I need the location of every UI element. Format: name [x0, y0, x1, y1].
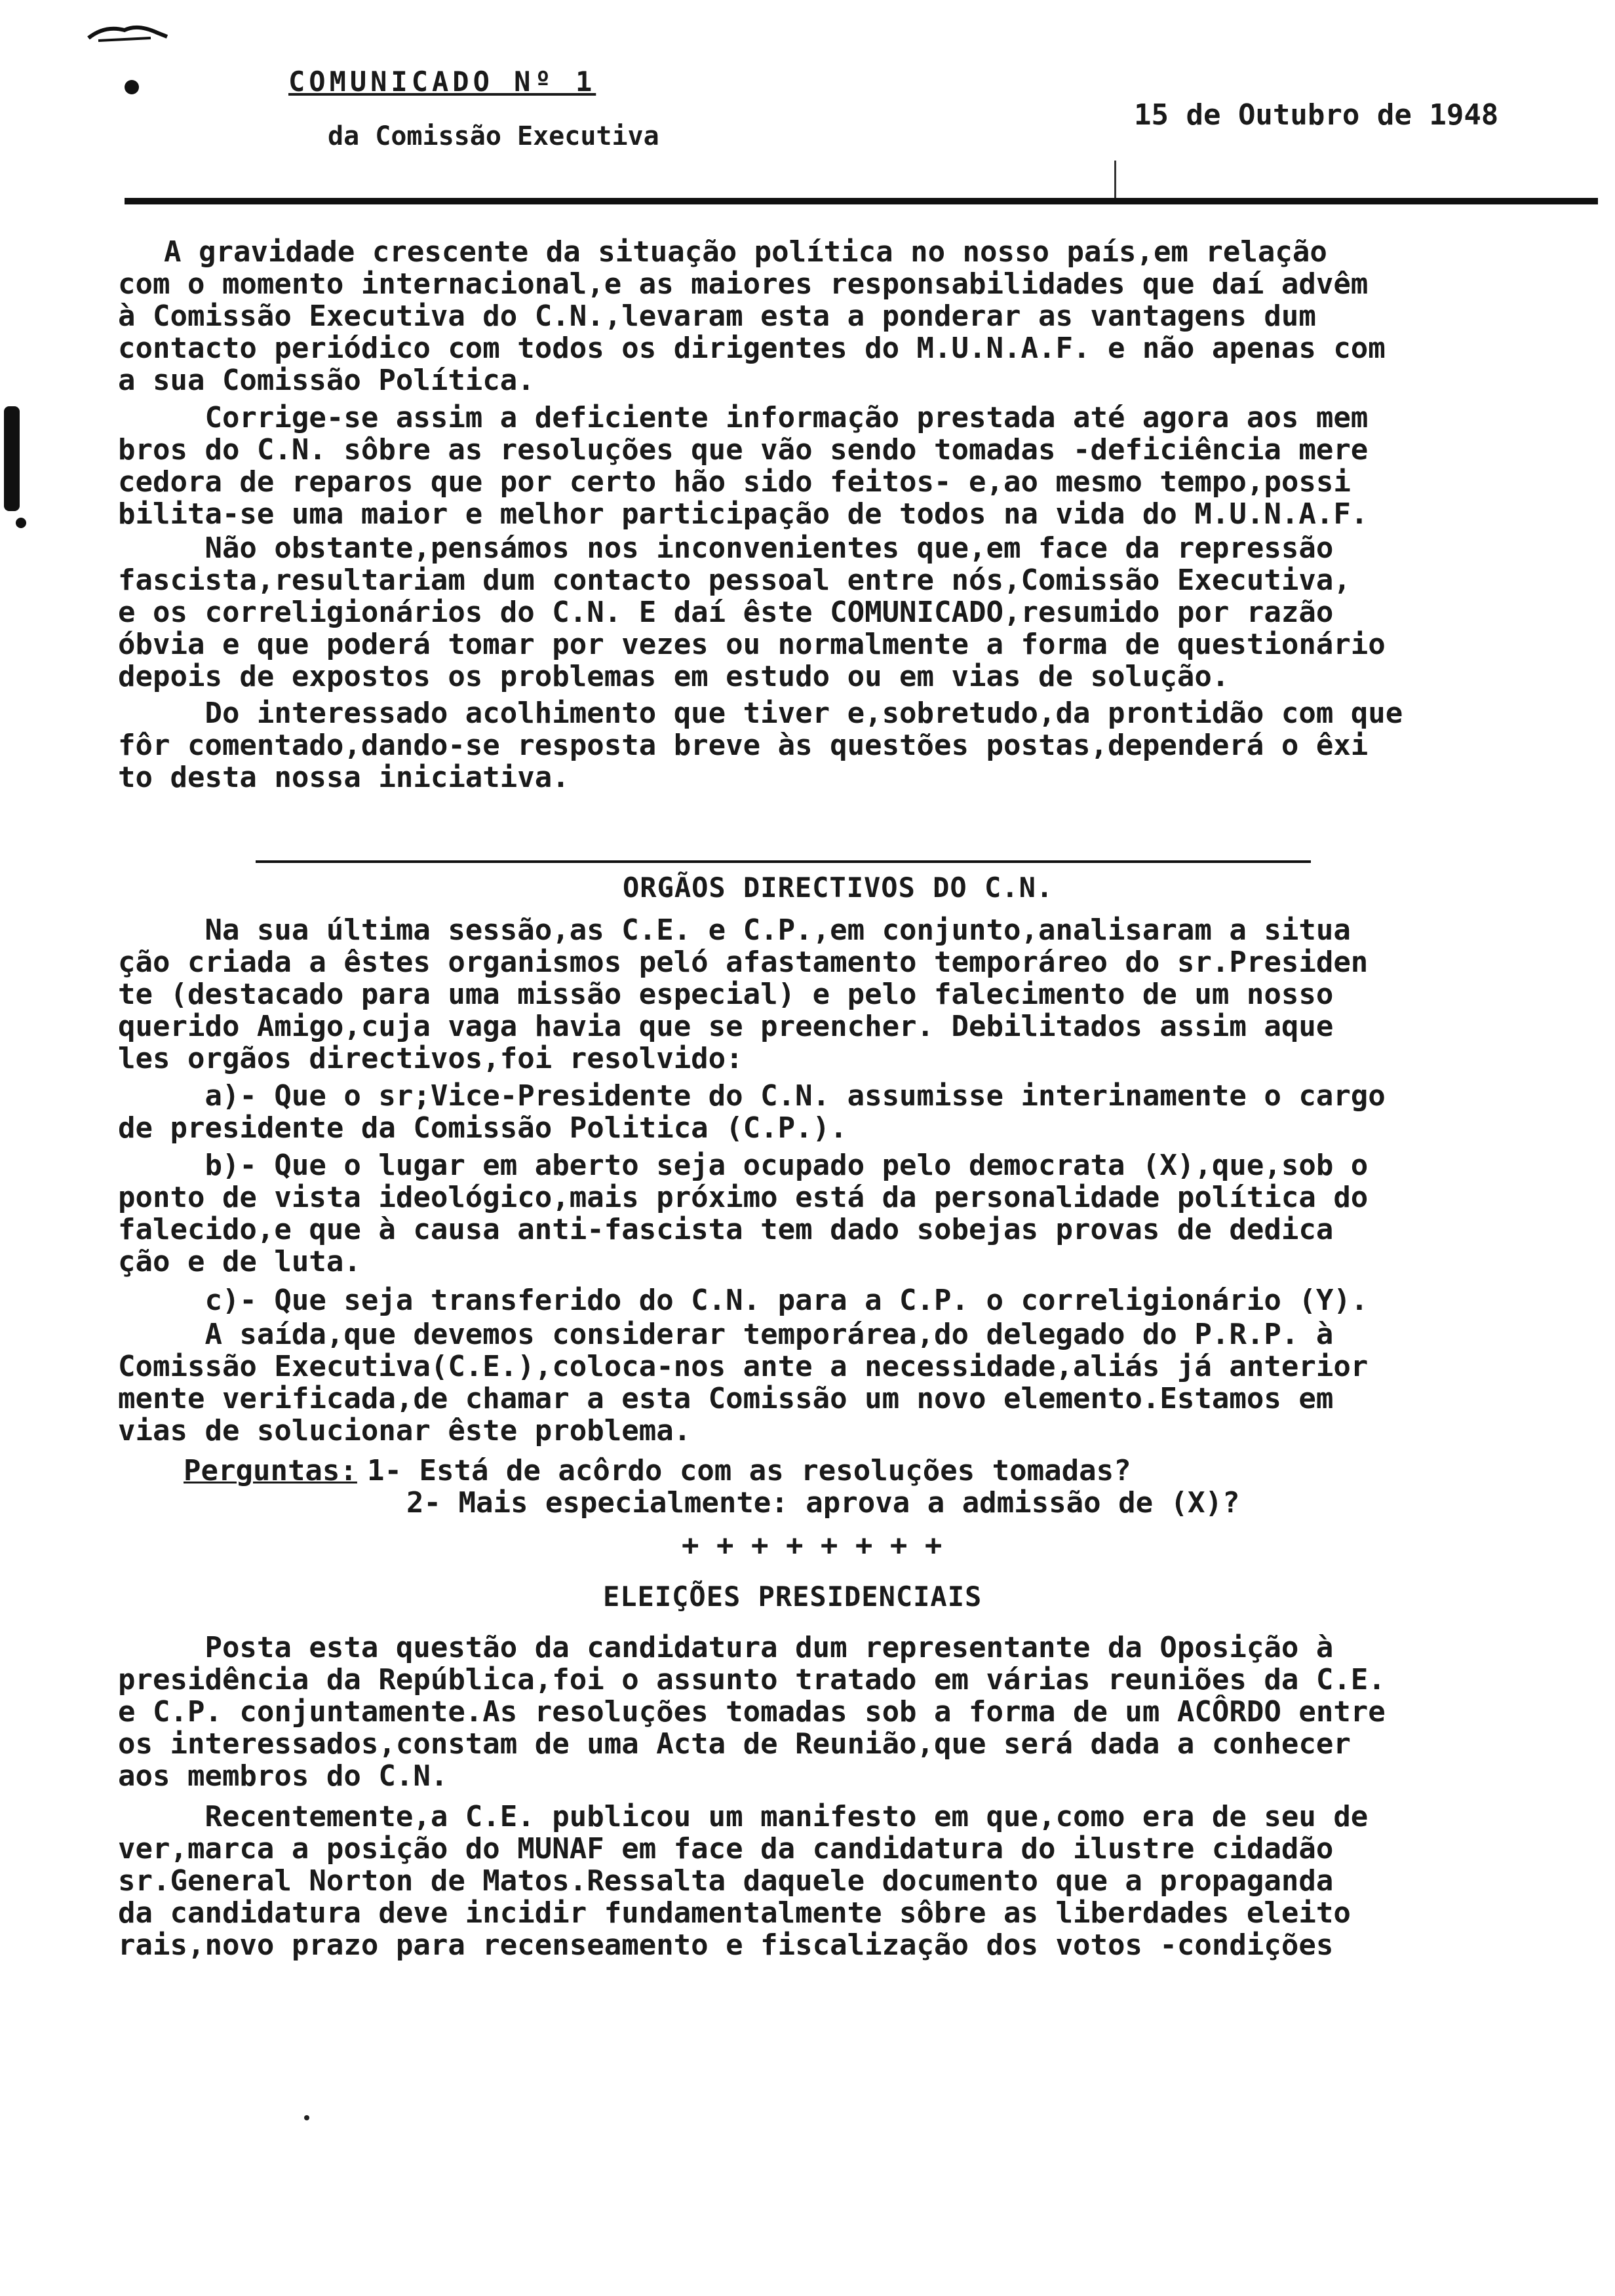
orgaos-line: ponto de vista ideológico,mais próximo está da personalidade política do	[118, 1181, 1369, 1214]
eleicoes-line: Recentemente,a C.E. publicou um manifesto em que,como era de seu de	[118, 1800, 1369, 1833]
question-2: 2- Mais especialmente: aprova a admissão de (X)?	[406, 1486, 1240, 1520]
intro-line: fôr comentado,dando-se resposta breve às questões postas,dependerá o êxi	[118, 729, 1369, 762]
header-rule	[125, 198, 1598, 204]
intro-line: Do interessado acolhimento que tiver e,sobretudo,da prontidão com que	[118, 697, 1403, 730]
eleicoes-line: ver,marca a posição do MUNAF em face da candidatura do ilustre cidadão	[118, 1832, 1334, 1866]
eleicoes-line: presidência da República,foi o assunto tratado em várias reuniões da C.E.	[118, 1663, 1386, 1696]
orgaos-line: ção e de luta.	[118, 1245, 361, 1278]
intro-line: a sua Comissão Política.	[118, 364, 535, 397]
margin-dot	[16, 518, 26, 528]
scribble-mark	[85, 18, 170, 45]
section-separator: + + + + + + + +	[682, 1529, 943, 1562]
margin-mark	[4, 406, 20, 511]
orgaos-line: A saída,que devemos considerar temporárea,do delegado do P.R.P. à	[118, 1318, 1334, 1351]
intro-line: contacto periódico com todos os dirigentes do M.U.N.A.F. e não apenas com	[118, 332, 1386, 365]
orgaos-line: querido Amigo,cuja vaga havia que se preencher. Debilitados assim aque	[118, 1010, 1334, 1043]
bullet-mark	[125, 80, 139, 94]
intro-line: e os correligionários do C.N. E daí êste COMUNICADO,resumido por razão	[118, 596, 1334, 629]
orgaos-line: ção criada a êstes organismos peló afastamento temporáreo do sr.Presiden	[118, 946, 1369, 979]
orgaos-line: falecido,e que à causa anti-fascista tem dado sobejas provas de dedica	[118, 1213, 1334, 1246]
intro-line: depois de expostos os problemas em estudo ou em vias de solução.	[118, 660, 1230, 693]
orgaos-line: b)- Que o lugar em aberto seja ocupado pelo democrata (X),que,sob o	[118, 1149, 1369, 1182]
question-1: 1- Está de acôrdo com as resoluções tomadas?	[367, 1454, 1131, 1487]
intro-line: Não obstante,pensámos nos inconvenientes que,em face da repressão	[118, 531, 1334, 565]
orgaos-line: c)- Que seja transferido do C.N. para a C.P. o correligionário (Y).	[118, 1284, 1369, 1317]
intro-line: óbvia e que poderá tomar por vezes ou normalmente a forma de questionário	[118, 628, 1386, 661]
intro-line: A gravidade crescente da situação política no nosso país,em relação	[164, 235, 1327, 269]
orgaos-line: mente verificada,de chamar a esta Comissão um novo elemento.Estamos em	[118, 1382, 1334, 1415]
orgaos-line: a)- Que o sr;Vice-Presidente do C.N. assumisse interinamente o cargo	[118, 1079, 1386, 1113]
document-subtitle: da Comissão Executiva	[328, 121, 659, 151]
section-heading-orgaos: ORGÃOS DIRECTIVOS DO C.N.	[623, 871, 1054, 904]
eleicoes-line: rais,novo prazo para recenseamento e fiscalização dos votos -condições	[118, 1928, 1334, 1962]
intro-line: à Comissão Executiva do C.N.,levaram esta a ponderar as vantagens dum	[118, 299, 1316, 333]
stray-dot	[304, 2115, 309, 2120]
orgaos-line: vias de solucionar êste problema.	[118, 1414, 691, 1447]
intro-line: Corrige-se assim a deficiente informação prestada até agora aos mem	[118, 401, 1369, 434]
intro-line: to desta nossa iniciativa.	[118, 761, 570, 794]
intro-line: bros do C.N. sôbre as resoluções que vão sendo tomadas -deficiência mere	[118, 433, 1369, 467]
document-date: 15 de Outubro de 1948	[1134, 98, 1499, 132]
intro-line: bilita-se uma maior e melhor participação de todos na vida do M.U.N.A.F.	[118, 497, 1369, 531]
orgaos-line: te (destacado para uma missão especial) e pelo falecimento de um nosso	[118, 978, 1334, 1011]
document-title: COMUNICADO Nº 1	[288, 66, 596, 98]
intro-line: cedora de reparos que por certo hão sido feitos- e,ao mesmo tempo,possi	[118, 465, 1351, 499]
eleicoes-line: aos membros do C.N.	[118, 1759, 448, 1793]
orgaos-line: de presidente da Comissão Politica (C.P.).	[118, 1111, 847, 1145]
eleicoes-line: os interessados,constam de uma Acta de Reunião,que será dada a conhecer	[118, 1727, 1351, 1761]
eleicoes-line: sr.General Norton de Matos.Ressalta daquele documento que a propaganda	[118, 1864, 1334, 1898]
orgaos-line: les orgãos directivos,foi resolvido:	[118, 1042, 743, 1075]
tick-mark	[1114, 161, 1116, 200]
orgaos-line: Comissão Executiva(C.E.),coloca-nos ante a necessidade,aliás já anterior	[118, 1350, 1369, 1383]
eleicoes-line: e C.P. conjuntamente.As resoluções tomadas sob a forma de um ACÔRDO entre	[118, 1695, 1386, 1729]
intro-line: fascista,resultariam dum contacto pessoal entre nós,Comissão Executiva,	[118, 564, 1351, 597]
section-rule	[256, 860, 1311, 863]
intro-line: com o momento internacional,e as maiores responsabilidades que daí advêm	[118, 267, 1369, 301]
eleicoes-line: da candidatura deve incidir fundamentalmente sôbre as liberdades eleito	[118, 1896, 1351, 1930]
questions-label: Perguntas:	[184, 1454, 357, 1487]
orgaos-line: Na sua última sessão,as C.E. e C.P.,em conjunto,analisaram a situa	[118, 913, 1351, 947]
section-heading-eleicoes: ELEIÇÕES PRESIDENCIAIS	[603, 1580, 983, 1613]
eleicoes-line: Posta esta questão da candidatura dum representante da Oposição à	[118, 1631, 1334, 1664]
